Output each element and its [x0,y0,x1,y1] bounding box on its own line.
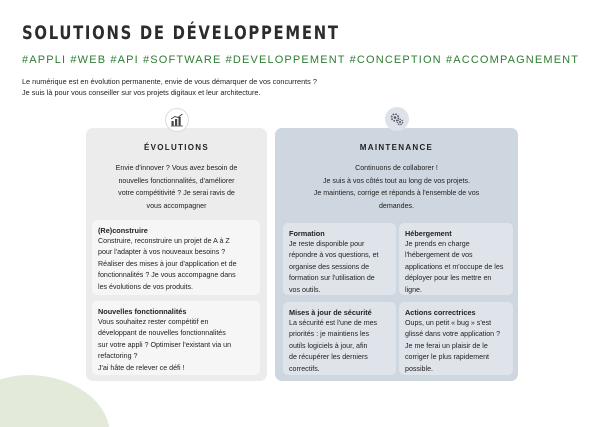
maintenance-title: MAINTENANCE [359,143,434,152]
block-line: les évolutions de vos produits. [98,282,194,291]
gears-icon [385,107,409,131]
block-line: refactoring ? [98,352,138,361]
intro-line: Je suis là pour vous conseiller sur vos projets digitaux et leur architecture. [22,88,261,97]
block-line: vos outils. [289,285,321,294]
block-line: Oups, un petit « bug » s'est [405,319,492,327]
hashtags: #APPLI #WEB #API #SOFTWARE #DEVELOPPEMENT #CONCEPTION #ACCOMPAGNEMENT [22,54,580,66]
block-line: priorités : je maintiens les [289,330,370,339]
reconstruire-block [92,220,260,295]
desc-line: Continuons de collaborer ! [355,164,438,172]
hebergement-block [399,223,513,295]
block-line: Réaliser des mises à jour d'application et de [98,259,237,268]
block-line: La sécurité est l'une de mes [289,319,378,327]
block-line: corriger le plus rapidement [405,353,489,362]
block-line: déployer pour les mettre en [405,274,492,283]
block-line: ligne. [405,285,422,294]
block-title: Nouvelles fonctionnalités [98,307,187,316]
chart-growth-icon [165,108,189,132]
block-line: applications et m'occupe de les [405,262,504,271]
block-line: fonctionnalités ? Je vous accompagne dans [98,271,236,280]
evolutions-description [100,162,253,212]
block-line: possible. [405,364,433,373]
desc-line: Je maintiens, corrige et réponds à l'ensemble de vos [313,189,480,198]
block-line: correctifs. [289,364,320,373]
block-title: Mises à jour de sécurité [289,308,372,317]
block-line: Je reste disponible pour [289,240,365,248]
block-line: organise des sessions de [289,262,370,271]
page-title: SOLUTIONS DE DÉVELOPPEMENT [22,22,340,44]
block-line: J'ai hâte de relever ce défi ! [98,363,185,372]
desc-line: Envie d'innover ? Vous avez besoin de [115,164,238,172]
block-line: Construire, reconstruire un projet de A à Z [98,237,230,245]
block-line: l'hébergement de vos [405,251,473,260]
block-line: formation sur l'utilisation de [289,274,375,283]
actions-correctrices-block [399,302,513,375]
block-line: pour l'adapter à vos nouveaux besoins ? [98,248,226,257]
maintenance-description [290,162,503,212]
block-title: Actions correctrices [405,308,476,317]
intro-text [22,76,317,98]
desc-line: demandes. [378,201,415,210]
block-title: (Re)construire [98,226,148,235]
desc-line: Je suis à vos côtés tout au long de vos projets. [322,176,471,185]
decorative-blob [0,375,110,427]
evolutions-title: ÉVOLUTIONS [143,143,209,152]
block-line: Je prends en charge [405,240,470,248]
block-line: outils logiciels à jour, afin [289,341,368,350]
block-title: Hébergement [405,229,452,238]
nouvelles-fonctionnalites-block [92,301,260,375]
block-line: glissé dans votre application ? [405,330,501,339]
intro-line: Le numérique est en évolution permanente, envie de vous démarquer de vos concurrents ? [22,77,317,86]
desc-line: votre compétitivité ? Je serai ravis de [118,189,235,198]
securite-block [283,302,396,375]
block-line: développant de nouvelles fonctionnalités [98,329,226,338]
block-line: de récupérer les derniers [289,353,368,362]
block-line: Je me ferai un plaisir de le [405,341,488,350]
desc-line: vous accompagner [146,201,207,210]
desc-line: nouvelles fonctionnalités, d'améliorer [118,176,235,185]
block-title: Formation [289,229,325,238]
block-line: Vous souhaitez rester compétitif en [98,318,209,326]
block-line: répondre à vos questions, et [289,251,379,260]
block-line: sur votre appli ? Optimiser l'existant via un [98,340,232,349]
formation-block [283,223,396,295]
